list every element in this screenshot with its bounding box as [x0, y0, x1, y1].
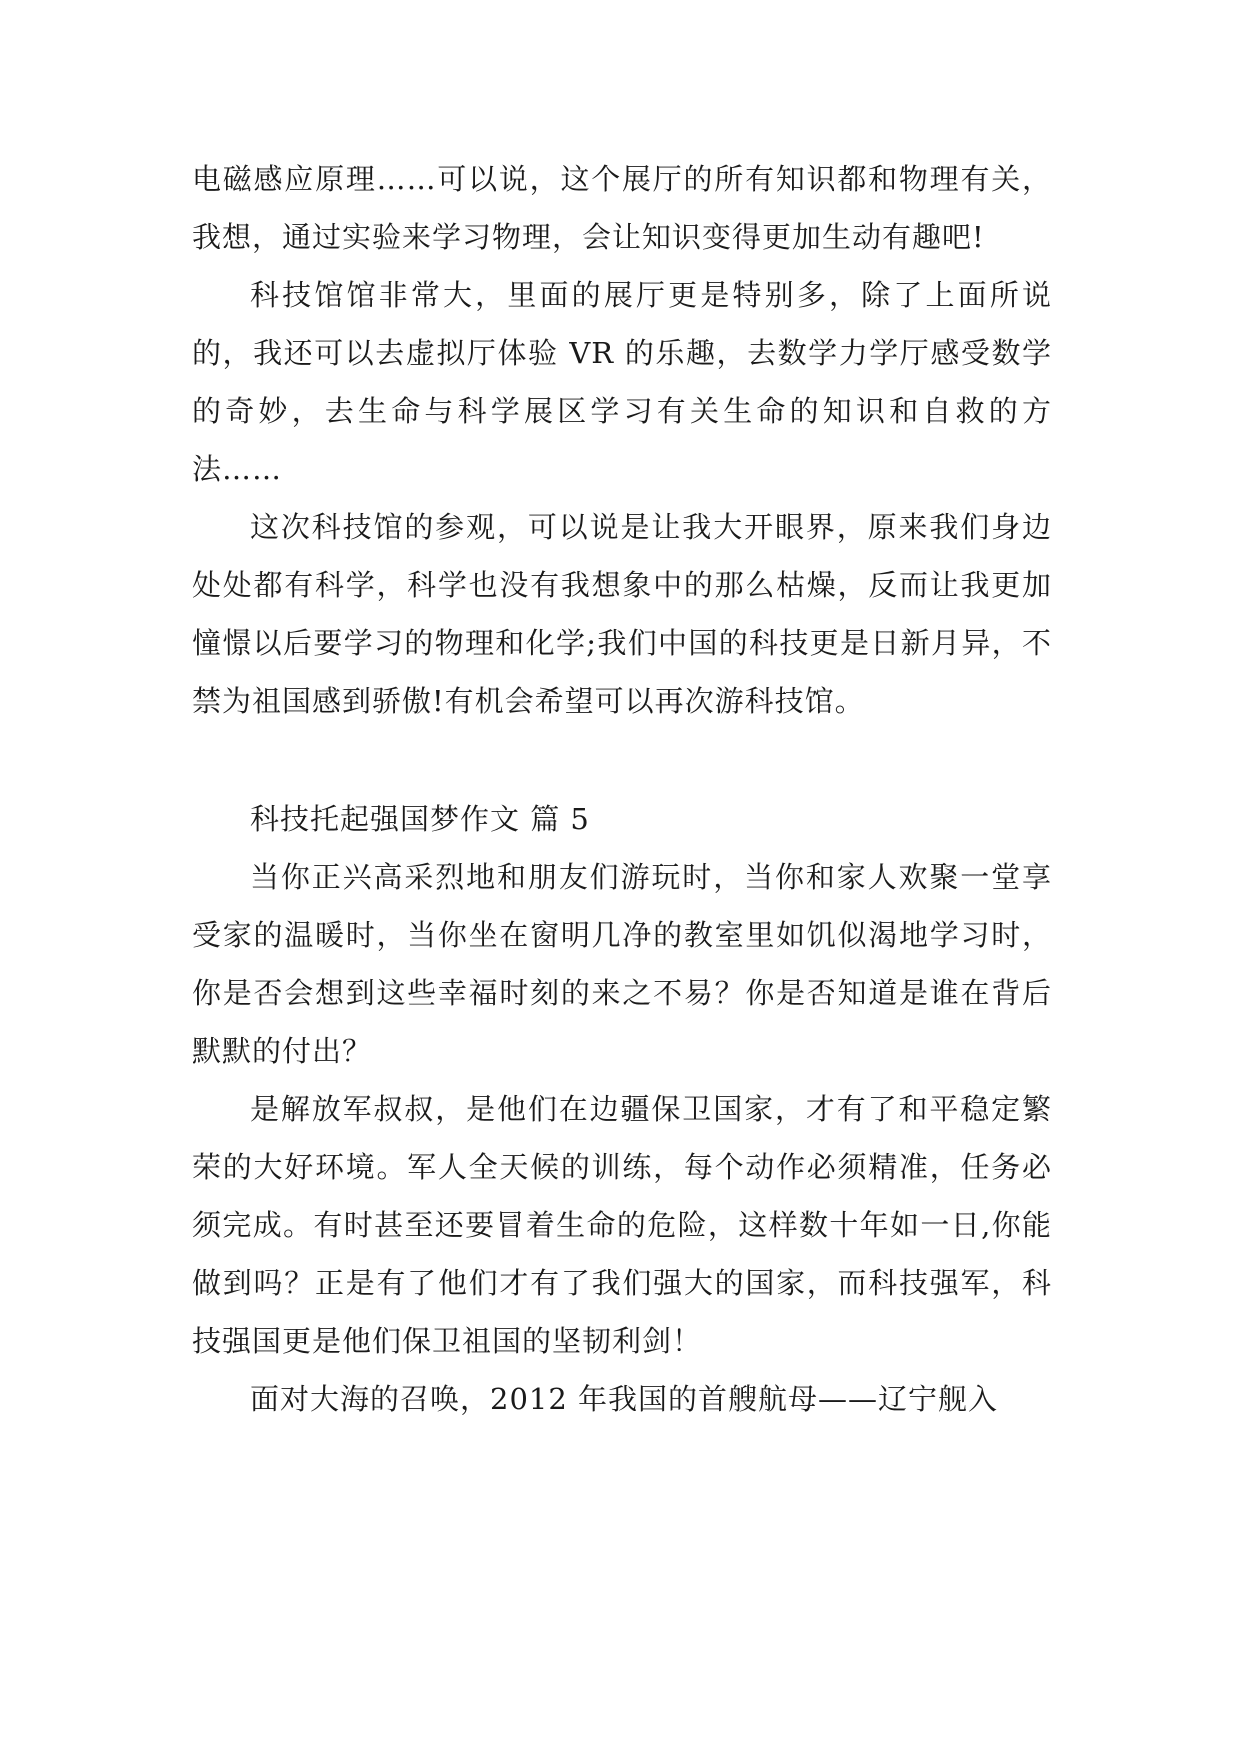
paragraph-science-museum: 科技馆馆非常大，里面的展厅更是特别多，除了上面所说的，我还可以去虚拟厅体验 VR 的乐趣，去数学力学厅感受数学的奇妙，去生命与科学展区学习有关生命的知识和自救的方法…… [192, 278, 1052, 486]
section-title: 科技托起强国梦作文 篇 5 [250, 802, 590, 836]
paragraph-aircraft-carrier: 面对大海的召唤，2012 年我国的首艘航母——辽宁舰入 [250, 1382, 999, 1416]
paragraph-continued: 电磁感应原理……可以说，这个展厅的所有知识都和物理有关，我想，通过实验来学习物理，会让知识变得更加生动有趣吧! [192, 162, 1052, 254]
paragraph-intro-question: 当你正兴高采烈地和朋友们游玩时，当你和家人欢聚一堂享受家的温暖时，当你坐在窗明几净的教室里如饥似渴地学习时，你是否会想到这些幸福时刻的来之不易？你是否知道是谁在背后默默的付出？ [192, 860, 1052, 1068]
paragraph-soldiers: 是解放军叔叔，是他们在边疆保卫国家，才有了和平稳定繁荣的大好环境。军人全天候的训练，每个动作必须精准，任务必须完成。有时甚至还要冒着生命的危险，这样数十年如一日,你能做到吗？正是有了他们才有了我们强大的国家，而科技强军，科技强国更是他们保卫祖国的坚韧利剑！ [192, 1092, 1052, 1358]
document-page [192, 150, 1052, 1428]
paragraph-visit-summary: 这次科技馆的参观，可以说是让我大开眼界，原来我们身边处处都有科学，科学也没有我想象中的那么枯燥，反而让我更加憧憬以后要学习的物理和化学;我们中国的科技更是日新月异，不禁为祖国感到骄傲!有机会希望可以再次游科技馆。 [192, 510, 1052, 718]
